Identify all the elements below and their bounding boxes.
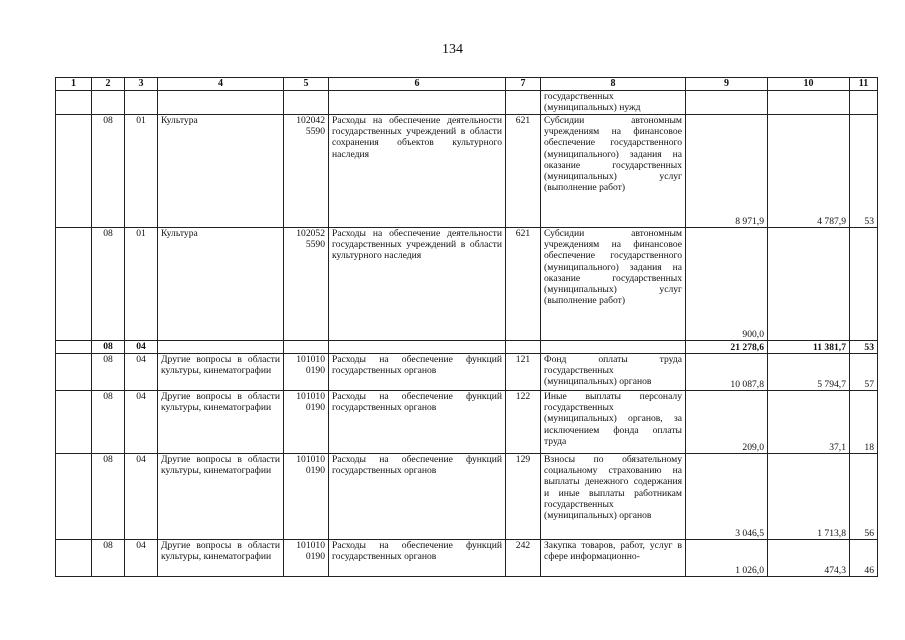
cell-actual: 1 713,8 <box>768 454 850 540</box>
cell-target-name: Расходы на обеспечение функций государственных органов <box>329 391 506 454</box>
cell-target-code: 101010 0190 <box>284 391 329 454</box>
cell-section: 08 <box>92 391 125 454</box>
cell-expense-name: Закупка товаров, работ, услуг в сфере информационно- <box>541 540 686 577</box>
cell-plan: 3 046,5 <box>686 454 768 540</box>
cell-expense-name <box>541 341 686 354</box>
cell-expense-name: Субсидии автономным учреждениям на финансовое обеспечение государственного (муниципального) задания на оказание государственных (муниципальных) услуг (выполнение работ) <box>541 115 686 228</box>
cell-target-code: 102052 5590 <box>284 228 329 341</box>
cell-expense-name: Иные выплаты персоналу государственных (муниципальных) органов, за исключением фонда оплаты труда <box>541 391 686 454</box>
cell-subsection: 04 <box>125 391 158 454</box>
cell-expense-name: государственных (муниципальных) нужд <box>541 91 686 115</box>
budget-table <box>55 77 878 577</box>
table-row <box>56 115 878 228</box>
cell-expense-code: 621 <box>506 115 541 228</box>
cell-section: 08 <box>92 228 125 341</box>
cell-actual <box>768 228 850 341</box>
cell-target-name: Расходы на обеспечение функций государственных органов <box>329 540 506 577</box>
cell-plan: 1 026,0 <box>686 540 768 577</box>
cell-expense-code: 129 <box>506 454 541 540</box>
cell-plan <box>686 91 768 115</box>
cell-section: 08 <box>92 341 125 354</box>
col-header: 11 <box>850 78 878 91</box>
cell-col1 <box>56 341 92 354</box>
cell-col1 <box>56 391 92 454</box>
cell-plan: 900,0 <box>686 228 768 341</box>
cell-expense-code: 242 <box>506 540 541 577</box>
cell-col1 <box>56 454 92 540</box>
cell-col1 <box>56 115 92 228</box>
cell-subsection-name: Другие вопросы в области культуры, кинематографии <box>158 540 284 577</box>
cell-target-code: 101010 0190 <box>284 454 329 540</box>
cell-target-code: 101010 0190 <box>284 540 329 577</box>
cell-subsection: 04 <box>125 540 158 577</box>
cell-subsection-name: Другие вопросы в области культуры, кинематографии <box>158 391 284 454</box>
col-header: 5 <box>284 78 329 91</box>
table-row <box>56 454 878 540</box>
cell-col1 <box>56 540 92 577</box>
cell-expense-code: 621 <box>506 228 541 341</box>
cell-subsection-name: Культура <box>158 115 284 228</box>
cell-subsection: 04 <box>125 341 158 354</box>
col-header: 9 <box>686 78 768 91</box>
cell-expense-code: 121 <box>506 354 541 391</box>
cell-percent: 18 <box>850 391 878 454</box>
header-row <box>56 78 878 91</box>
cell-plan: 10 087,8 <box>686 354 768 391</box>
table-row <box>56 391 878 454</box>
cell-subsection <box>125 91 158 115</box>
cell-subsection: 01 <box>125 228 158 341</box>
cell-subsection-name: Другие вопросы в области культуры, кинематографии <box>158 454 284 540</box>
cell-plan: 209,0 <box>686 391 768 454</box>
cell-percent: 53 <box>850 115 878 228</box>
cell-target-code: 102042 5590 <box>284 115 329 228</box>
cell-expense-code: 122 <box>506 391 541 454</box>
cell-expense-code <box>506 91 541 115</box>
cell-percent: 46 <box>850 540 878 577</box>
cell-section: 08 <box>92 354 125 391</box>
subtotal-row <box>56 341 878 354</box>
col-header: 3 <box>125 78 158 91</box>
cell-target-code: 101010 0190 <box>284 354 329 391</box>
table-row <box>56 91 878 115</box>
cell-target-code <box>284 91 329 115</box>
col-header: 4 <box>158 78 284 91</box>
cell-expense-name: Взносы по обязательному социальному страхованию на выплаты денежного содержания и иные выплаты работникам государственных (муниципальных) органов <box>541 454 686 540</box>
cell-target-code <box>284 341 329 354</box>
cell-subsection-name <box>158 91 284 115</box>
col-header: 7 <box>506 78 541 91</box>
cell-target-name <box>329 91 506 115</box>
cell-target-name: Расходы на обеспечение деятельности государственных учреждений в области культурного наследия <box>329 228 506 341</box>
cell-plan: 21 278,6 <box>686 341 768 354</box>
cell-actual <box>768 91 850 115</box>
cell-percent <box>850 91 878 115</box>
cell-target-name: Расходы на обеспечение функций государственных органов <box>329 454 506 540</box>
col-header: 8 <box>541 78 686 91</box>
cell-percent <box>850 228 878 341</box>
cell-expense-code <box>506 341 541 354</box>
cell-actual: 11 381,7 <box>768 341 850 354</box>
cell-section: 08 <box>92 115 125 228</box>
cell-subsection-name: Другие вопросы в области культуры, кинематографии <box>158 354 284 391</box>
table-row <box>56 540 878 577</box>
col-header: 10 <box>768 78 850 91</box>
cell-percent: 57 <box>850 354 878 391</box>
col-header: 2 <box>92 78 125 91</box>
col-header: 6 <box>329 78 506 91</box>
col-header: 1 <box>56 78 92 91</box>
table-row <box>56 354 878 391</box>
cell-target-name: Расходы на обеспечение деятельности государственных учреждений в области сохранения объектов культурного наследия <box>329 115 506 228</box>
cell-expense-name: Субсидии автономным учреждениям на финансовое обеспечение государственного (муниципального) задания на оказание государственных (муниципальных) услуг (выполнение работ) <box>541 228 686 341</box>
cell-section: 08 <box>92 454 125 540</box>
cell-actual: 37,1 <box>768 391 850 454</box>
cell-plan: 8 971,9 <box>686 115 768 228</box>
cell-expense-name: Фонд оплаты труда государственных (муниципальных) органов <box>541 354 686 391</box>
cell-percent: 53 <box>850 341 878 354</box>
cell-subsection-name <box>158 341 284 354</box>
cell-section: 08 <box>92 540 125 577</box>
cell-target-name: Расходы на обеспечение функций государственных органов <box>329 354 506 391</box>
cell-subsection: 01 <box>125 115 158 228</box>
table-row <box>56 228 878 341</box>
cell-actual: 4 787,9 <box>768 115 850 228</box>
cell-target-name <box>329 341 506 354</box>
cell-subsection-name: Культура <box>158 228 284 341</box>
cell-subsection: 04 <box>125 354 158 391</box>
cell-actual: 474,3 <box>768 540 850 577</box>
cell-percent: 56 <box>850 454 878 540</box>
cell-actual: 5 794,7 <box>768 354 850 391</box>
cell-section <box>92 91 125 115</box>
cell-col1 <box>56 354 92 391</box>
cell-col1 <box>56 91 92 115</box>
cell-col1 <box>56 228 92 341</box>
cell-subsection: 04 <box>125 454 158 540</box>
page-number: 134 <box>442 42 463 57</box>
